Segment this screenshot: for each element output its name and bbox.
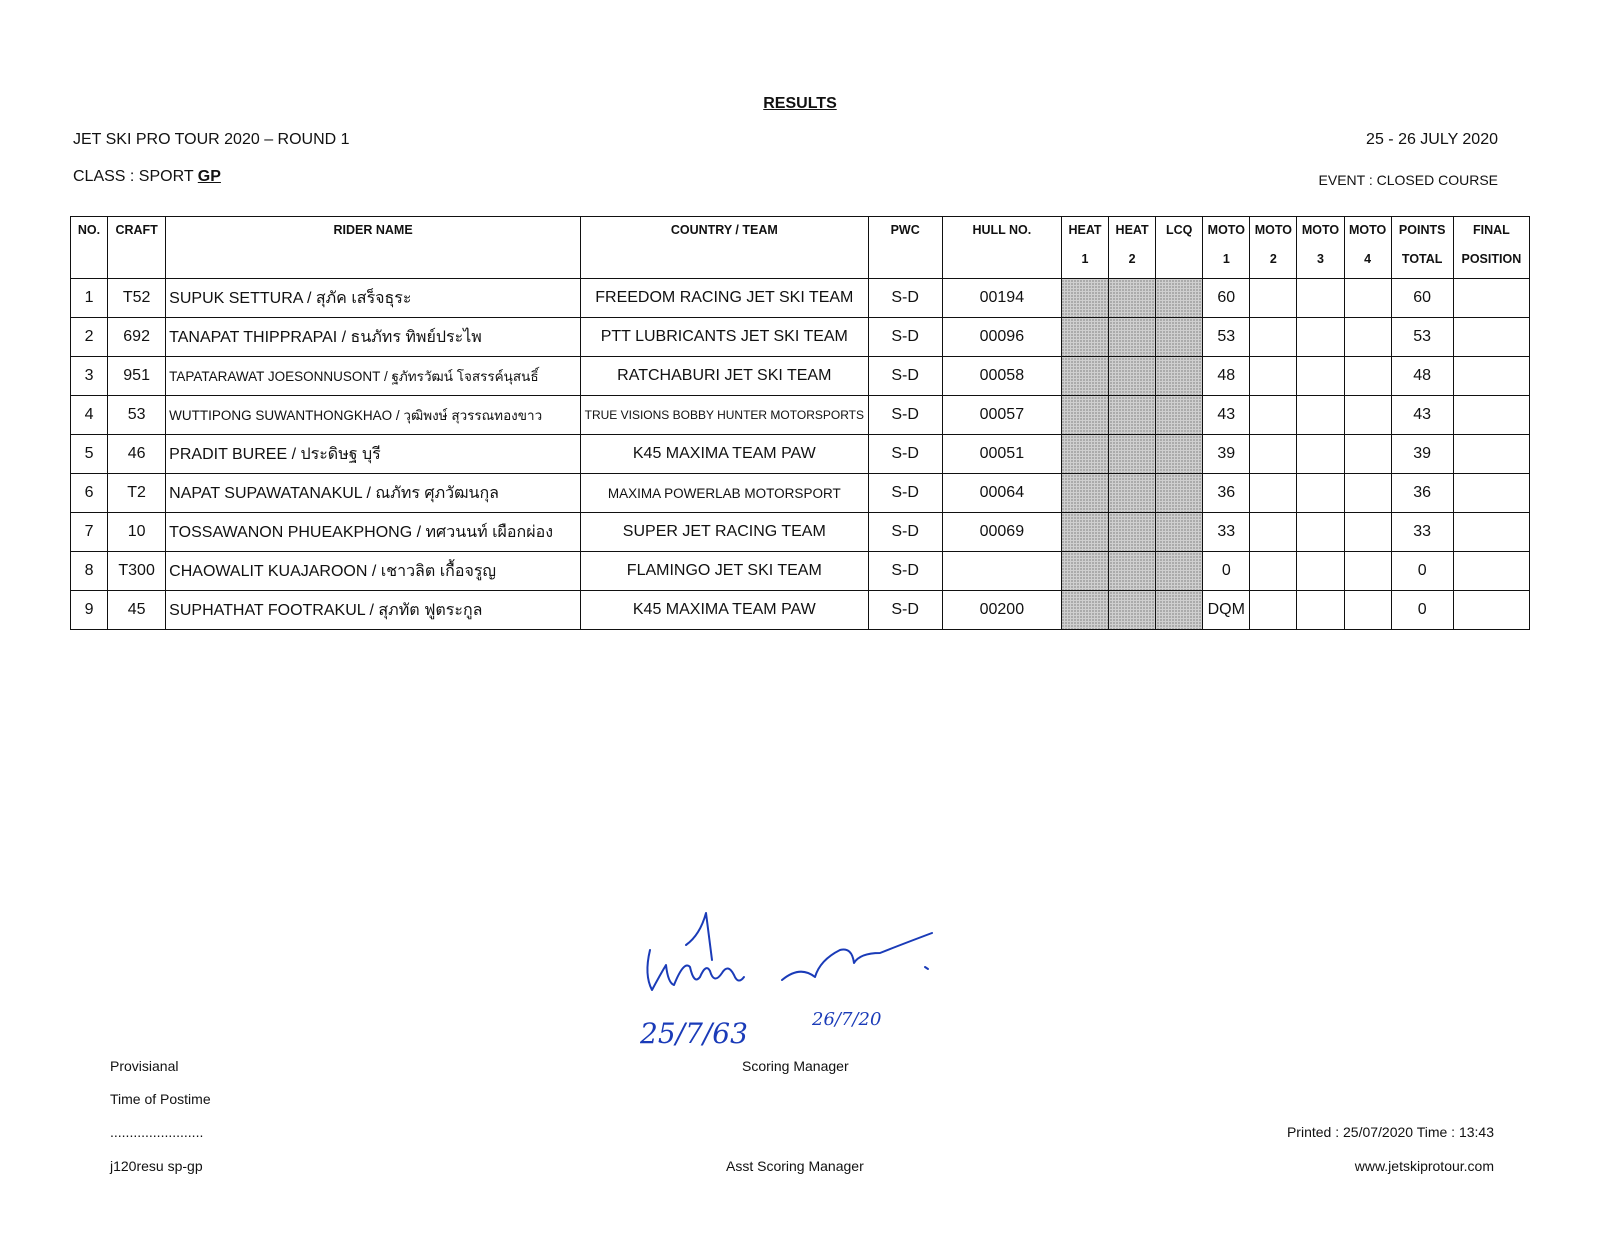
cell-no: 7: [71, 513, 108, 552]
cell-moto1: 60: [1203, 279, 1250, 318]
cell-craft: T52: [108, 279, 166, 318]
cell-pwc: S-D: [868, 435, 942, 474]
cell-team: FLAMINGO JET SKI TEAM: [581, 552, 869, 591]
cell-points: 0: [1391, 552, 1453, 591]
cell-moto4: [1344, 396, 1391, 435]
cell-pwc: S-D: [868, 591, 942, 630]
cell-heat1-shaded: [1061, 318, 1108, 357]
cell-heat2-shaded: [1109, 396, 1156, 435]
cell-moto4: [1344, 474, 1391, 513]
signature-left-stroke: [647, 950, 744, 990]
cell-moto4: [1344, 279, 1391, 318]
col-hull-header: HULL NO.: [942, 217, 1061, 248]
cell-moto1: 43: [1203, 396, 1250, 435]
class-line: [73, 168, 221, 186]
cell-hull: 00096: [942, 318, 1061, 357]
cell-team: TRUE VISIONS BOBBY HUNTER MOTORSPORTS: [581, 396, 869, 435]
col-final-header: FINAL: [1453, 217, 1529, 248]
cell-lcq-shaded: [1156, 396, 1203, 435]
cell-moto3: [1297, 474, 1344, 513]
cell-team: K45 MAXIMA TEAM PAW: [581, 591, 869, 630]
cell-team: FREEDOM RACING JET SKI TEAM: [581, 279, 869, 318]
cell-final: [1453, 474, 1529, 513]
cell-final: [1453, 552, 1529, 591]
col-moto1-header-sub: 1: [1203, 248, 1250, 279]
cell-pwc: S-D: [868, 474, 942, 513]
cell-final: [1453, 357, 1529, 396]
cell-hull: 00194: [942, 279, 1061, 318]
cell-team: RATCHABURI JET SKI TEAM: [581, 357, 869, 396]
cell-craft: T300: [108, 552, 166, 591]
scoring-manager-label: Scoring Manager: [742, 1058, 849, 1074]
col-hull-header-sub: [942, 248, 1061, 279]
cell-moto1: 53: [1203, 318, 1250, 357]
cell-moto1: 39: [1203, 435, 1250, 474]
col-lcq-header: LCQ: [1156, 217, 1203, 248]
cell-moto2: [1250, 513, 1297, 552]
cell-heat2-shaded: [1109, 474, 1156, 513]
cell-rider: CHAOWALIT KUAJAROON / เชาวลิต เกื้อจรูญ: [166, 552, 581, 591]
cell-moto4: [1344, 591, 1391, 630]
col-points-header: POINTS: [1391, 217, 1453, 248]
col-heat1-header-sub: 1: [1061, 248, 1108, 279]
header-row-bottom: [71, 248, 1530, 279]
table-row: [71, 318, 1530, 357]
cell-rider: WUTTIPONG SUWANTHONGKHAO / วุฒิพงษ์ สุวรรณทองขาว: [166, 396, 581, 435]
table-row: [71, 279, 1530, 318]
cell-moto3: [1297, 591, 1344, 630]
col-moto2-header: MOTO: [1250, 217, 1297, 248]
cell-hull: 00057: [942, 396, 1061, 435]
printed-timestamp: Printed : 25/07/2020 Time : 13:43: [1286, 1124, 1494, 1140]
cell-rider: TANAPAT THIPPRAPAI / ธนภัทร ทิพย์ประไพ: [166, 318, 581, 357]
cell-hull: 00051: [942, 435, 1061, 474]
cell-craft: 10: [108, 513, 166, 552]
event-type: EVENT : CLOSED COURSE: [1318, 172, 1498, 188]
col-heat1-header: HEAT: [1061, 217, 1108, 248]
col-moto1-header: MOTO: [1203, 217, 1250, 248]
page-title: RESULTS: [763, 95, 837, 112]
cell-heat1-shaded: [1061, 279, 1108, 318]
cell-rider: NAPAT SUPAWATANAKUL / ณภัทร ศุภวัฒนกุล: [166, 474, 581, 513]
cell-no: 2: [71, 318, 108, 357]
cell-team: PTT LUBRICANTS JET SKI TEAM: [581, 318, 869, 357]
cell-lcq-shaded: [1156, 513, 1203, 552]
cell-no: 4: [71, 396, 108, 435]
col-rider-header-sub: [166, 248, 581, 279]
class-prefix: CLASS : SPORT: [73, 168, 198, 185]
cell-heat2-shaded: [1109, 552, 1156, 591]
file-code: j120resu sp-gp: [110, 1158, 203, 1174]
signature-right-stroke: [782, 933, 932, 980]
cell-craft: 46: [108, 435, 166, 474]
cell-craft: 951: [108, 357, 166, 396]
cell-moto1: 33: [1203, 513, 1250, 552]
signature-left-date: 25/7/63: [640, 1017, 748, 1050]
cell-moto3: [1297, 318, 1344, 357]
cell-points: 60: [1391, 279, 1453, 318]
cell-points: 39: [1391, 435, 1453, 474]
cell-lcq-shaded: [1156, 552, 1203, 591]
table-row: [71, 552, 1530, 591]
cell-moto1: 48: [1203, 357, 1250, 396]
col-no-header: NO.: [71, 217, 108, 248]
col-craft-header: CRAFT: [108, 217, 166, 248]
cell-moto4: [1344, 435, 1391, 474]
cell-pwc: S-D: [868, 396, 942, 435]
cell-hull: 00069: [942, 513, 1061, 552]
cell-rider: TAPATARAWAT JOESONNUSONT / ฐภัทรวัฒน์ โจสรรค์นุสนธิ์: [166, 357, 581, 396]
cell-heat1-shaded: [1061, 474, 1108, 513]
cell-moto1: DQM: [1203, 591, 1250, 630]
col-heat2-header: HEAT: [1109, 217, 1156, 248]
cell-final: [1453, 279, 1529, 318]
cell-moto4: [1344, 318, 1391, 357]
col-moto3-header: MOTO: [1297, 217, 1344, 248]
cell-lcq-shaded: [1156, 474, 1203, 513]
cell-moto4: [1344, 357, 1391, 396]
cell-team: SUPER JET RACING TEAM: [581, 513, 869, 552]
col-points-header-sub: TOTAL: [1391, 248, 1453, 279]
cell-hull: 00058: [942, 357, 1061, 396]
col-rider-header: RIDER NAME: [166, 217, 581, 248]
cell-moto2: [1250, 435, 1297, 474]
signature-right-dot: [925, 967, 928, 969]
cell-moto1: 0: [1203, 552, 1250, 591]
cell-moto2: [1250, 279, 1297, 318]
cell-moto3: [1297, 357, 1344, 396]
cell-heat2-shaded: [1109, 591, 1156, 630]
cell-craft: 53: [108, 396, 166, 435]
cell-lcq-shaded: [1156, 318, 1203, 357]
cell-heat2-shaded: [1109, 513, 1156, 552]
event-name: JET SKI PRO TOUR 2020 – ROUND 1: [73, 131, 350, 148]
cell-craft: 45: [108, 591, 166, 630]
cell-final: [1453, 435, 1529, 474]
cell-no: 6: [71, 474, 108, 513]
table-row: [71, 513, 1530, 552]
cell-points: 53: [1391, 318, 1453, 357]
col-craft-header-sub: [108, 248, 166, 279]
header-row-top: [71, 217, 1530, 248]
cell-heat1-shaded: [1061, 513, 1108, 552]
signature-strokes: [647, 913, 932, 990]
cell-team: MAXIMA POWERLAB MOTORSPORT: [581, 474, 869, 513]
table-row: [71, 435, 1530, 474]
cell-hull: 00200: [942, 591, 1061, 630]
signature-right-date: 26/7/20: [812, 1009, 882, 1030]
cell-no: 9: [71, 591, 108, 630]
cell-points: 0: [1391, 591, 1453, 630]
cell-moto2: [1250, 357, 1297, 396]
cell-points: 33: [1391, 513, 1453, 552]
col-moto3-header-sub: 3: [1297, 248, 1344, 279]
cell-heat1-shaded: [1061, 591, 1108, 630]
col-pwc-header: PWC: [868, 217, 942, 248]
event-date: 25 - 26 JULY 2020: [1366, 131, 1498, 148]
cell-rider: TOSSAWANON PHUEAKPHONG / ทศวนนท์ เผือกผ่อง: [166, 513, 581, 552]
cell-no: 5: [71, 435, 108, 474]
class-code: GP: [197, 168, 221, 185]
cell-heat2-shaded: [1109, 357, 1156, 396]
cell-moto2: [1250, 318, 1297, 357]
cell-final: [1453, 513, 1529, 552]
col-pwc-header-sub: [868, 248, 942, 279]
cell-heat2-shaded: [1109, 279, 1156, 318]
cell-points: 48: [1391, 357, 1453, 396]
cell-heat1-shaded: [1061, 396, 1108, 435]
col-heat2-header-sub: 2: [1109, 248, 1156, 279]
cell-rider: SUPUK SETTURA / สุภัค เสร็จธุระ: [166, 279, 581, 318]
cell-moto2: [1250, 396, 1297, 435]
cell-moto3: [1297, 435, 1344, 474]
col-moto2-header-sub: 2: [1250, 248, 1297, 279]
table-row: [71, 474, 1530, 513]
table-row: [71, 591, 1530, 630]
cell-moto2: [1250, 591, 1297, 630]
cell-craft: T2: [108, 474, 166, 513]
postime-label: Time of Postime: [110, 1091, 211, 1107]
cell-heat2-shaded: [1109, 318, 1156, 357]
table-row: [71, 396, 1530, 435]
website-link[interactable]: www.jetskiprotour.com: [1354, 1158, 1494, 1174]
cell-team: K45 MAXIMA TEAM PAW: [581, 435, 869, 474]
cell-moto3: [1297, 552, 1344, 591]
cell-moto2: [1250, 552, 1297, 591]
cell-pwc: S-D: [868, 279, 942, 318]
cell-hull: [942, 552, 1061, 591]
cell-moto3: [1297, 396, 1344, 435]
cell-heat1-shaded: [1061, 357, 1108, 396]
cell-pwc: S-D: [868, 318, 942, 357]
cell-heat2-shaded: [1109, 435, 1156, 474]
cell-no: 8: [71, 552, 108, 591]
cell-hull: 00064: [942, 474, 1061, 513]
cell-pwc: S-D: [868, 513, 942, 552]
cell-moto1: 36: [1203, 474, 1250, 513]
cell-points: 36: [1391, 474, 1453, 513]
cell-lcq-shaded: [1156, 591, 1203, 630]
dotted-line: ........................: [110, 1124, 204, 1140]
cell-lcq-shaded: [1156, 357, 1203, 396]
col-moto4-header: MOTO: [1344, 217, 1391, 248]
handwritten-signatures: [640, 905, 950, 1050]
cell-moto2: [1250, 474, 1297, 513]
cell-rider: SUPHATHAT FOOTRAKUL / สุภทัต ฟูตระกูล: [166, 591, 581, 630]
provisional-label: Provisianal: [110, 1058, 179, 1074]
asst-scoring-manager-label: Asst Scoring Manager: [726, 1158, 864, 1174]
cell-rider: PRADIT BUREE / ประดิษฐ บุรี: [166, 435, 581, 474]
cell-final: [1453, 318, 1529, 357]
col-final-header-sub: POSITION: [1453, 248, 1529, 279]
cell-lcq-shaded: [1156, 435, 1203, 474]
cell-final: [1453, 396, 1529, 435]
cell-heat1-shaded: [1061, 552, 1108, 591]
cell-moto4: [1344, 552, 1391, 591]
cell-craft: 692: [108, 318, 166, 357]
col-team-header-sub: [581, 248, 869, 279]
table-row: [71, 357, 1530, 396]
col-team-header: COUNTRY / TEAM: [581, 217, 869, 248]
cell-final: [1453, 591, 1529, 630]
cell-pwc: S-D: [868, 552, 942, 591]
cell-pwc: S-D: [868, 357, 942, 396]
cell-points: 43: [1391, 396, 1453, 435]
cell-moto3: [1297, 279, 1344, 318]
cell-moto4: [1344, 513, 1391, 552]
col-moto4-header-sub: 4: [1344, 248, 1391, 279]
results-table: [70, 216, 1530, 630]
cell-heat1-shaded: [1061, 435, 1108, 474]
cell-moto3: [1297, 513, 1344, 552]
signature-left-tick: [686, 913, 712, 960]
col-lcq-header-sub: [1156, 248, 1203, 279]
col-no-header-sub: [71, 248, 108, 279]
cell-no: 1: [71, 279, 108, 318]
cell-no: 3: [71, 357, 108, 396]
cell-lcq-shaded: [1156, 279, 1203, 318]
